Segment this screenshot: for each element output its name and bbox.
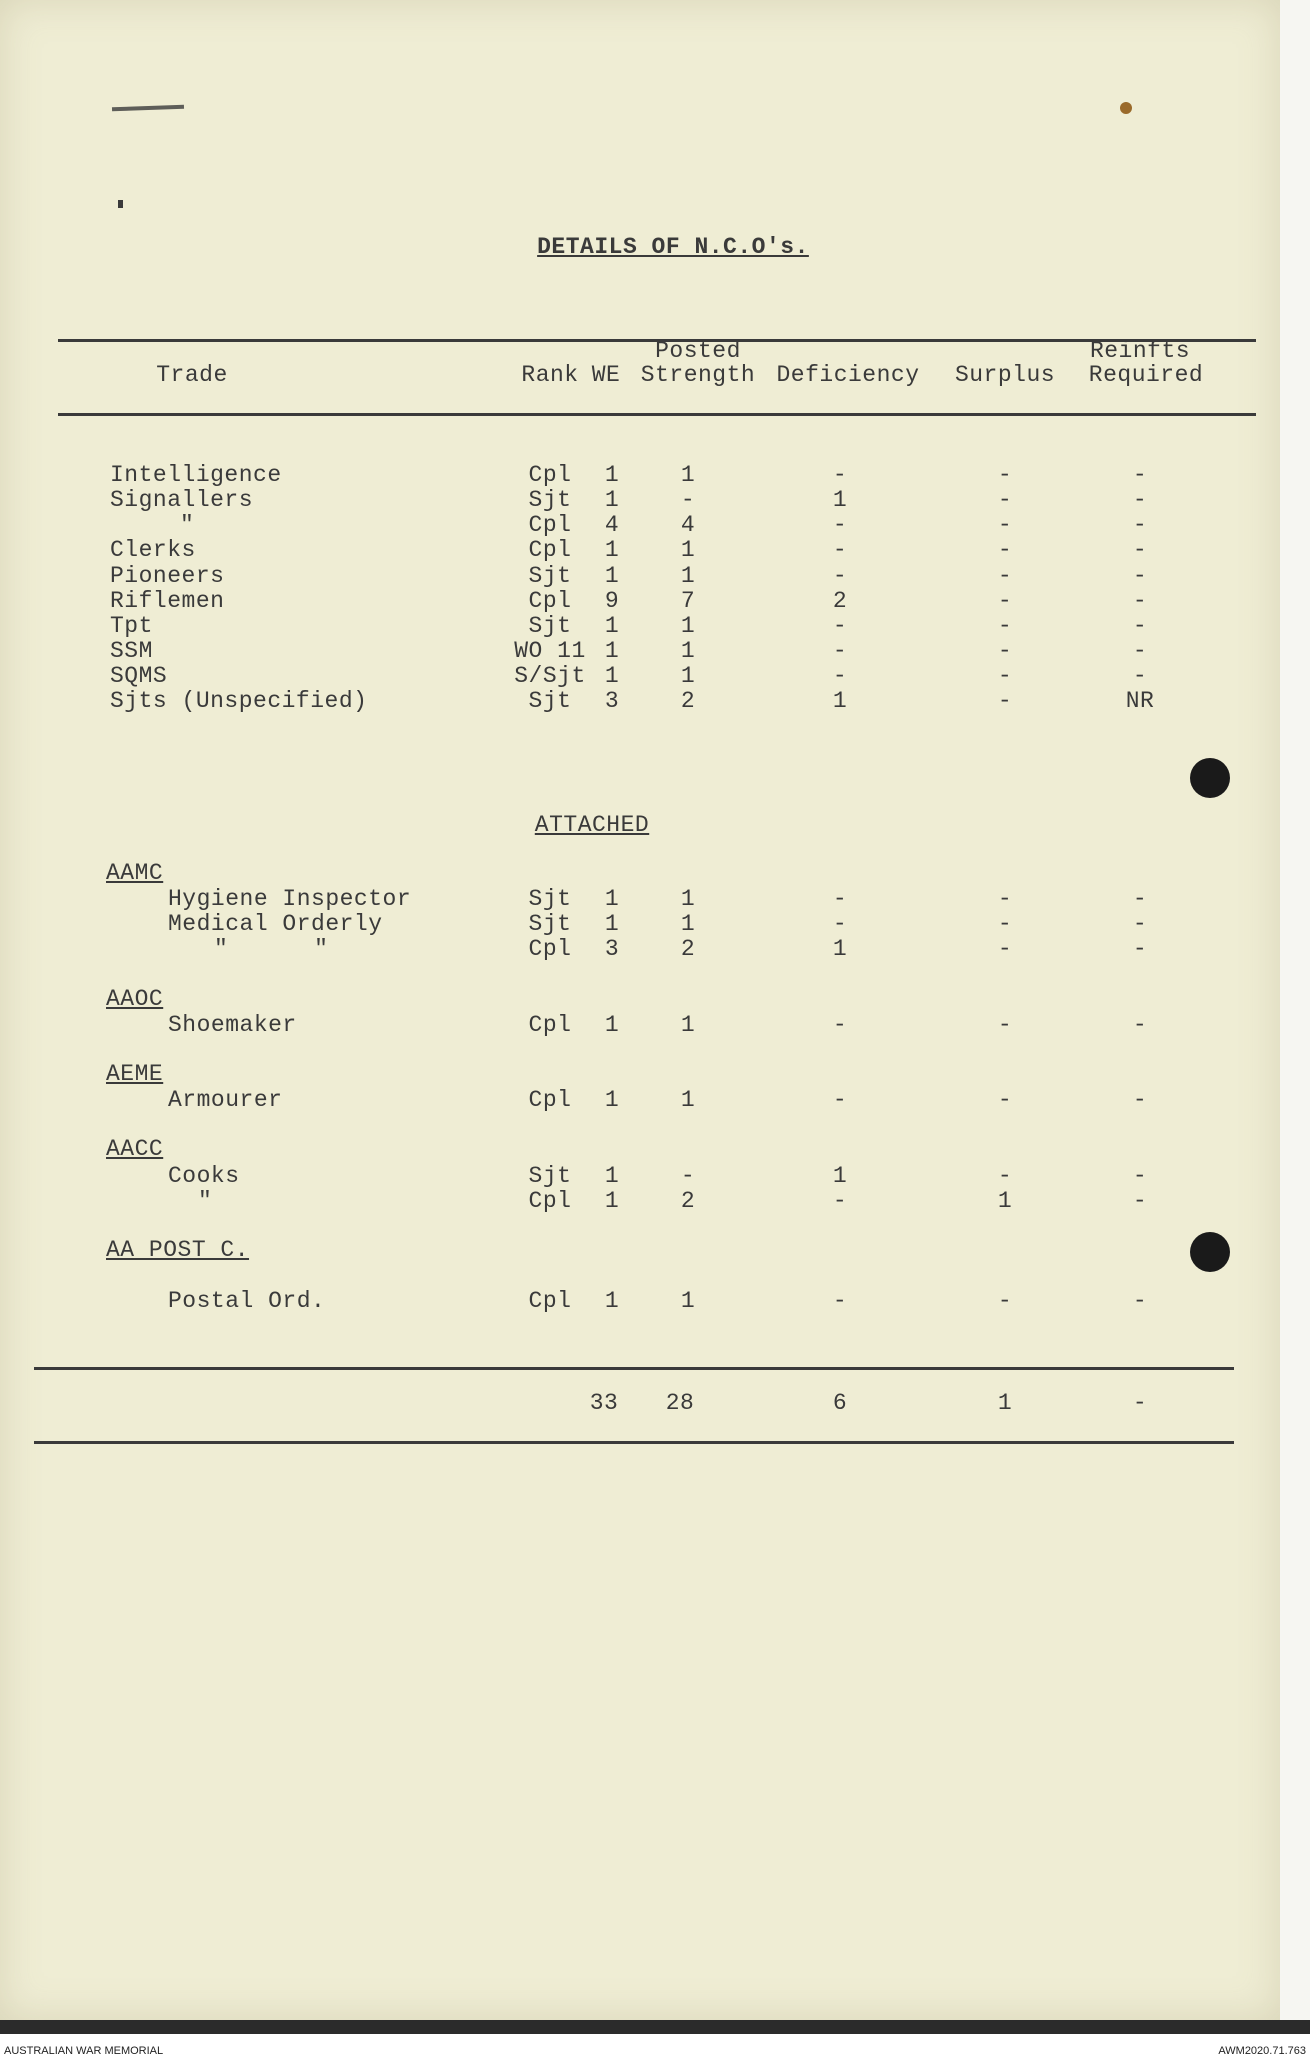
header-reinfts-1: Reinfts [1089, 338, 1191, 364]
row-deficiency: - [832, 1087, 848, 1113]
row-we: 9 [604, 588, 620, 614]
totals-top-rule [34, 1367, 1234, 1370]
row-reinfts: - [1132, 1012, 1148, 1038]
row-deficiency: 2 [832, 588, 848, 614]
row-we: 1 [604, 537, 620, 563]
row-trade: Riflemen [110, 588, 225, 614]
row-rank: Sjt [528, 911, 572, 937]
row-surplus: - [997, 911, 1013, 937]
row-rank: Cpl [528, 588, 572, 614]
row-rank: Cpl [528, 512, 572, 538]
row-deficiency: - [832, 1012, 848, 1038]
row-surplus: - [997, 936, 1013, 962]
row-surplus: - [997, 462, 1013, 488]
row-trade: Intelligence [110, 462, 282, 488]
row-we: 1 [604, 1087, 620, 1113]
row-deficiency: - [832, 1188, 848, 1214]
totals-bottom-rule [34, 1441, 1234, 1444]
attached-heading: ATTACHED [534, 812, 650, 838]
footer-left: AUSTRALIAN WAR MEMORIAL [4, 2045, 164, 2057]
group-label: AACC [106, 1136, 164, 1162]
row-reinfts: - [1132, 1188, 1148, 1214]
row-deficiency: 1 [832, 1163, 848, 1189]
row-surplus: - [997, 537, 1013, 563]
row-posted: 1 [680, 462, 696, 488]
row-deficiency: - [832, 886, 848, 912]
row-surplus: - [997, 688, 1013, 714]
row-reinfts: - [1132, 563, 1148, 589]
row-posted: 1 [680, 563, 696, 589]
row-deficiency: 1 [832, 936, 848, 962]
total-we: 33 [589, 1390, 619, 1416]
row-surplus: - [997, 1163, 1013, 1189]
group-label: AEME [106, 1061, 164, 1087]
row-posted: 1 [680, 613, 696, 639]
row-trade: SQMS [110, 663, 168, 689]
row-we: 1 [604, 1012, 620, 1038]
row-we: 1 [604, 462, 620, 488]
row-we: 1 [604, 663, 620, 689]
row-trade: " [198, 1188, 213, 1214]
row-trade: Signallers [110, 487, 254, 513]
row-deficiency: - [832, 563, 848, 589]
row-reinfts: - [1132, 663, 1148, 689]
row-posted: 4 [680, 512, 696, 538]
document-title: DETAILS OF N.C.O's. [537, 234, 809, 260]
row-rank: Cpl [528, 1188, 572, 1214]
row-reinfts: - [1132, 613, 1148, 639]
ink-mark [112, 105, 184, 112]
row-posted: 1 [680, 663, 696, 689]
header-posted-2: Strength [640, 362, 756, 388]
row-trade: Shoemaker [168, 1012, 297, 1038]
row-surplus: - [997, 886, 1013, 912]
row-rank: Sjt [528, 487, 572, 513]
row-we: 1 [604, 1188, 620, 1214]
row-rank: WO 11 [514, 638, 586, 664]
row-surplus: - [997, 588, 1013, 614]
header-trade: Trade [156, 362, 228, 388]
header-bottom-rule [58, 413, 1256, 416]
row-posted: 1 [680, 537, 696, 563]
row-surplus: - [997, 638, 1013, 664]
row-posted: 2 [680, 688, 696, 714]
row-rank: Sjt [528, 563, 572, 589]
row-we: 1 [604, 911, 620, 937]
total-reinfts: - [1132, 1390, 1148, 1416]
row-trade: " [180, 512, 195, 538]
row-deficiency: - [832, 911, 848, 937]
row-rank: Sjt [528, 886, 572, 912]
total-posted: 28 [665, 1390, 695, 1416]
header-we: WE [591, 362, 621, 388]
row-trade: Clerks [110, 537, 196, 563]
row-rank: Sjt [528, 613, 572, 639]
row-we: 1 [604, 1288, 620, 1314]
row-surplus: - [997, 487, 1013, 513]
row-we: 4 [604, 512, 620, 538]
row-deficiency: - [832, 537, 848, 563]
row-deficiency: - [832, 638, 848, 664]
row-rank: Cpl [528, 462, 572, 488]
row-trade: Pioneers [110, 563, 225, 589]
total-surplus: 1 [997, 1390, 1013, 1416]
row-posted: - [680, 1163, 696, 1189]
row-surplus: - [997, 1288, 1013, 1314]
ink-mark [118, 200, 123, 208]
row-rank: Sjt [528, 1163, 572, 1189]
row-reinfts: - [1132, 886, 1148, 912]
total-deficiency: 6 [832, 1390, 848, 1416]
row-we: 1 [604, 886, 620, 912]
row-reinfts: - [1132, 1163, 1148, 1189]
row-deficiency: - [832, 1288, 848, 1314]
row-reinfts: - [1132, 1087, 1148, 1113]
header-surplus: Surplus [954, 362, 1056, 388]
row-posted: 1 [680, 886, 696, 912]
row-deficiency: - [832, 613, 848, 639]
row-trade: Cooks [168, 1163, 240, 1189]
row-trade: SSM [110, 638, 153, 664]
row-surplus: - [997, 1087, 1013, 1113]
row-rank: Cpl [528, 1087, 572, 1113]
row-posted: 2 [680, 936, 696, 962]
row-we: 1 [604, 1163, 620, 1189]
row-rank: S/Sjt [514, 663, 586, 689]
row-rank: Cpl [528, 1012, 572, 1038]
row-surplus: - [997, 613, 1013, 639]
row-trade: Hygiene Inspector [168, 886, 412, 912]
row-we: 1 [604, 613, 620, 639]
row-we: 1 [604, 563, 620, 589]
row-deficiency: 1 [832, 688, 848, 714]
row-trade: Medical Orderly [168, 911, 383, 937]
row-surplus: - [997, 663, 1013, 689]
header-reinfts-2: Required [1088, 362, 1204, 388]
row-posted: - [680, 487, 696, 513]
row-reinfts: - [1132, 512, 1148, 538]
row-posted: 7 [680, 588, 696, 614]
row-trade: Tpt [110, 613, 153, 639]
row-reinfts: - [1132, 462, 1148, 488]
row-rank: Cpl [528, 1288, 572, 1314]
row-trade: Sjts (Unspecified) [110, 688, 368, 714]
row-surplus: 1 [997, 1188, 1013, 1214]
row-surplus: - [997, 512, 1013, 538]
row-surplus: - [997, 1012, 1013, 1038]
row-posted: 1 [680, 1087, 696, 1113]
row-posted: 1 [680, 1288, 696, 1314]
row-reinfts: - [1132, 537, 1148, 563]
rust-spot [1120, 102, 1132, 114]
row-trade: " " [214, 936, 329, 962]
row-rank: Sjt [528, 688, 572, 714]
row-posted: 1 [680, 911, 696, 937]
footer-bar [0, 2034, 1310, 2061]
row-reinfts: - [1132, 588, 1148, 614]
header-posted-1: Posted [655, 338, 741, 364]
row-rank: Cpl [528, 936, 572, 962]
punch-hole [1190, 758, 1230, 798]
row-deficiency: - [832, 462, 848, 488]
row-we: 3 [604, 688, 620, 714]
header-deficiency: Deficiency [776, 362, 920, 388]
row-reinfts: - [1132, 936, 1148, 962]
group-label: AA POST C. [106, 1237, 250, 1263]
row-we: 3 [604, 936, 620, 962]
row-trade: Postal Ord. [168, 1288, 326, 1314]
row-trade: Armourer [168, 1087, 283, 1113]
row-posted: 1 [680, 1012, 696, 1038]
row-deficiency: - [832, 512, 848, 538]
row-we: 1 [604, 638, 620, 664]
row-deficiency: 1 [832, 487, 848, 513]
group-label: AAOC [106, 986, 164, 1012]
row-deficiency: - [832, 663, 848, 689]
row-posted: 1 [680, 638, 696, 664]
row-reinfts: - [1132, 911, 1148, 937]
row-reinfts: NR [1125, 688, 1155, 714]
row-we: 1 [604, 487, 620, 513]
group-label: AAMC [106, 860, 164, 886]
footer-right: AWM2020.71.763 [1218, 2045, 1306, 2057]
row-rank: Cpl [528, 537, 572, 563]
row-reinfts: - [1132, 638, 1148, 664]
punch-hole [1190, 1232, 1230, 1272]
row-reinfts: - [1132, 487, 1148, 513]
row-posted: 2 [680, 1188, 696, 1214]
row-surplus: - [997, 563, 1013, 589]
row-reinfts: - [1132, 1288, 1148, 1314]
header-rank: Rank [521, 362, 579, 388]
paper-edge [1280, 0, 1310, 2020]
